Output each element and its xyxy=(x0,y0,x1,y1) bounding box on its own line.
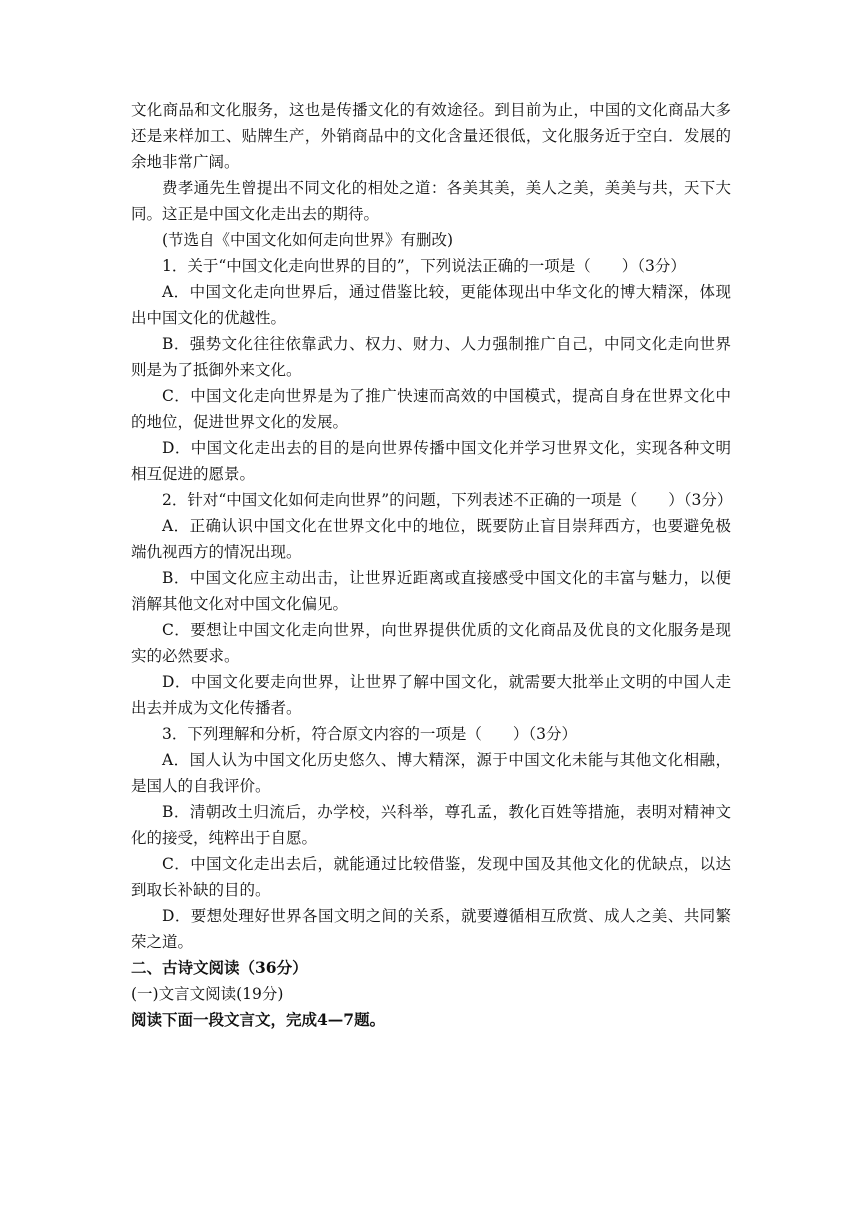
reading-instruction: 阅读下面一段文言文，完成4—7题。 xyxy=(131,1010,386,1029)
question-1-option-a: A．中国文化走向世界后，通过借鉴比较，更能体现出中华文化的博大精深，体现出中国文化的优越性。 xyxy=(131,283,731,327)
paragraph-continued: 文化商品和文化服务，这也是传播文化的有效途径。到目前为止，中国的文化商品大多还是来样加工、贴牌生产，外销商品中的文化含量还很低，文化服务近于空白．发展的余地非常广阔。 xyxy=(131,101,731,171)
question-1-option-b: B．强势文化往往依靠武力、权力、财力、人力强制推广自己，中同文化走向世界则是为了抵御外来文化。 xyxy=(131,335,731,379)
question-2-stem: 2．针对“中国文化如何走向世界”的问题，下列表述不正确的一项是（ ）（3分） xyxy=(162,491,733,509)
question-3-option-c: C．中国文化走出去后，就能通过比较借鉴，发现中国及其他文化的优缺点，以达到取长补缺的目的。 xyxy=(131,855,731,899)
question-1-option-c: C．中国文化走向世界是为了推广快速而高效的中国模式，提高自身在世界文化中的地位，促进世界文化的发展。 xyxy=(131,387,731,431)
question-1-stem: 1．关于“中国文化走向世界的目的”，下列说法正确的一项是（ ）（3分） xyxy=(162,257,686,275)
question-2-option-c: C．要想让中国文化走向世界，向世界提供优质的文化商品及优良的文化服务是现实的必然要求。 xyxy=(131,621,731,665)
document-body xyxy=(131,97,731,1033)
section-heading: 二、古诗文阅读（36分） xyxy=(131,958,308,977)
question-3-option-a: A．国人认为中国文化历史悠久、博大精深，源于中国文化未能与其他文化相融，是国人的自我评价。 xyxy=(131,751,731,795)
question-1-option-d: D．中国文化走出去的目的是向世界传播中国文化并学习世界文化，实现各种文明相互促进的愿景。 xyxy=(131,439,731,483)
question-2-option-b: B．中国文化应主动出击，让世界近距离或直接感受中国文化的丰富与魅力，以便消解其他文化对中国文化偏见。 xyxy=(131,569,731,613)
question-3-option-b: B．清朝改土归流后，办学校，兴科举，尊孔孟，教化百姓等措施，表明对精神文化的接受，纯粹出于自愿。 xyxy=(131,803,731,847)
subsection-heading: (一)文言文阅读(19分) xyxy=(131,985,284,1003)
question-2-option-d: D．中国文化要走向世界，让世界了解中国文化，就需要大批举止文明的中国人走出去并成为文化传播者。 xyxy=(131,673,731,717)
paragraph-fei-xiaotong: 费孝通先生曾提出不同文化的相处之道：各美其美，美人之美，美美与共，天下大同。这正是中国文化走出去的期待。 xyxy=(131,179,731,223)
question-2-option-a: A．正确认识中国文化在世界文化中的地位，既要防止盲目崇拜西方，也要避免极端仇视西方的情况出现。 xyxy=(131,517,731,561)
source-note: (节选自《中国文化如何走向世界》有删改) xyxy=(162,231,454,249)
question-3-stem: 3．下列理解和分析，符合原文内容的一项是（ ）（3分） xyxy=(162,725,577,743)
question-3-option-d: D．要想处理好世界各国文明之间的关系，就要遵循相互欣赏、成人之美、共同繁荣之道。 xyxy=(131,907,731,951)
